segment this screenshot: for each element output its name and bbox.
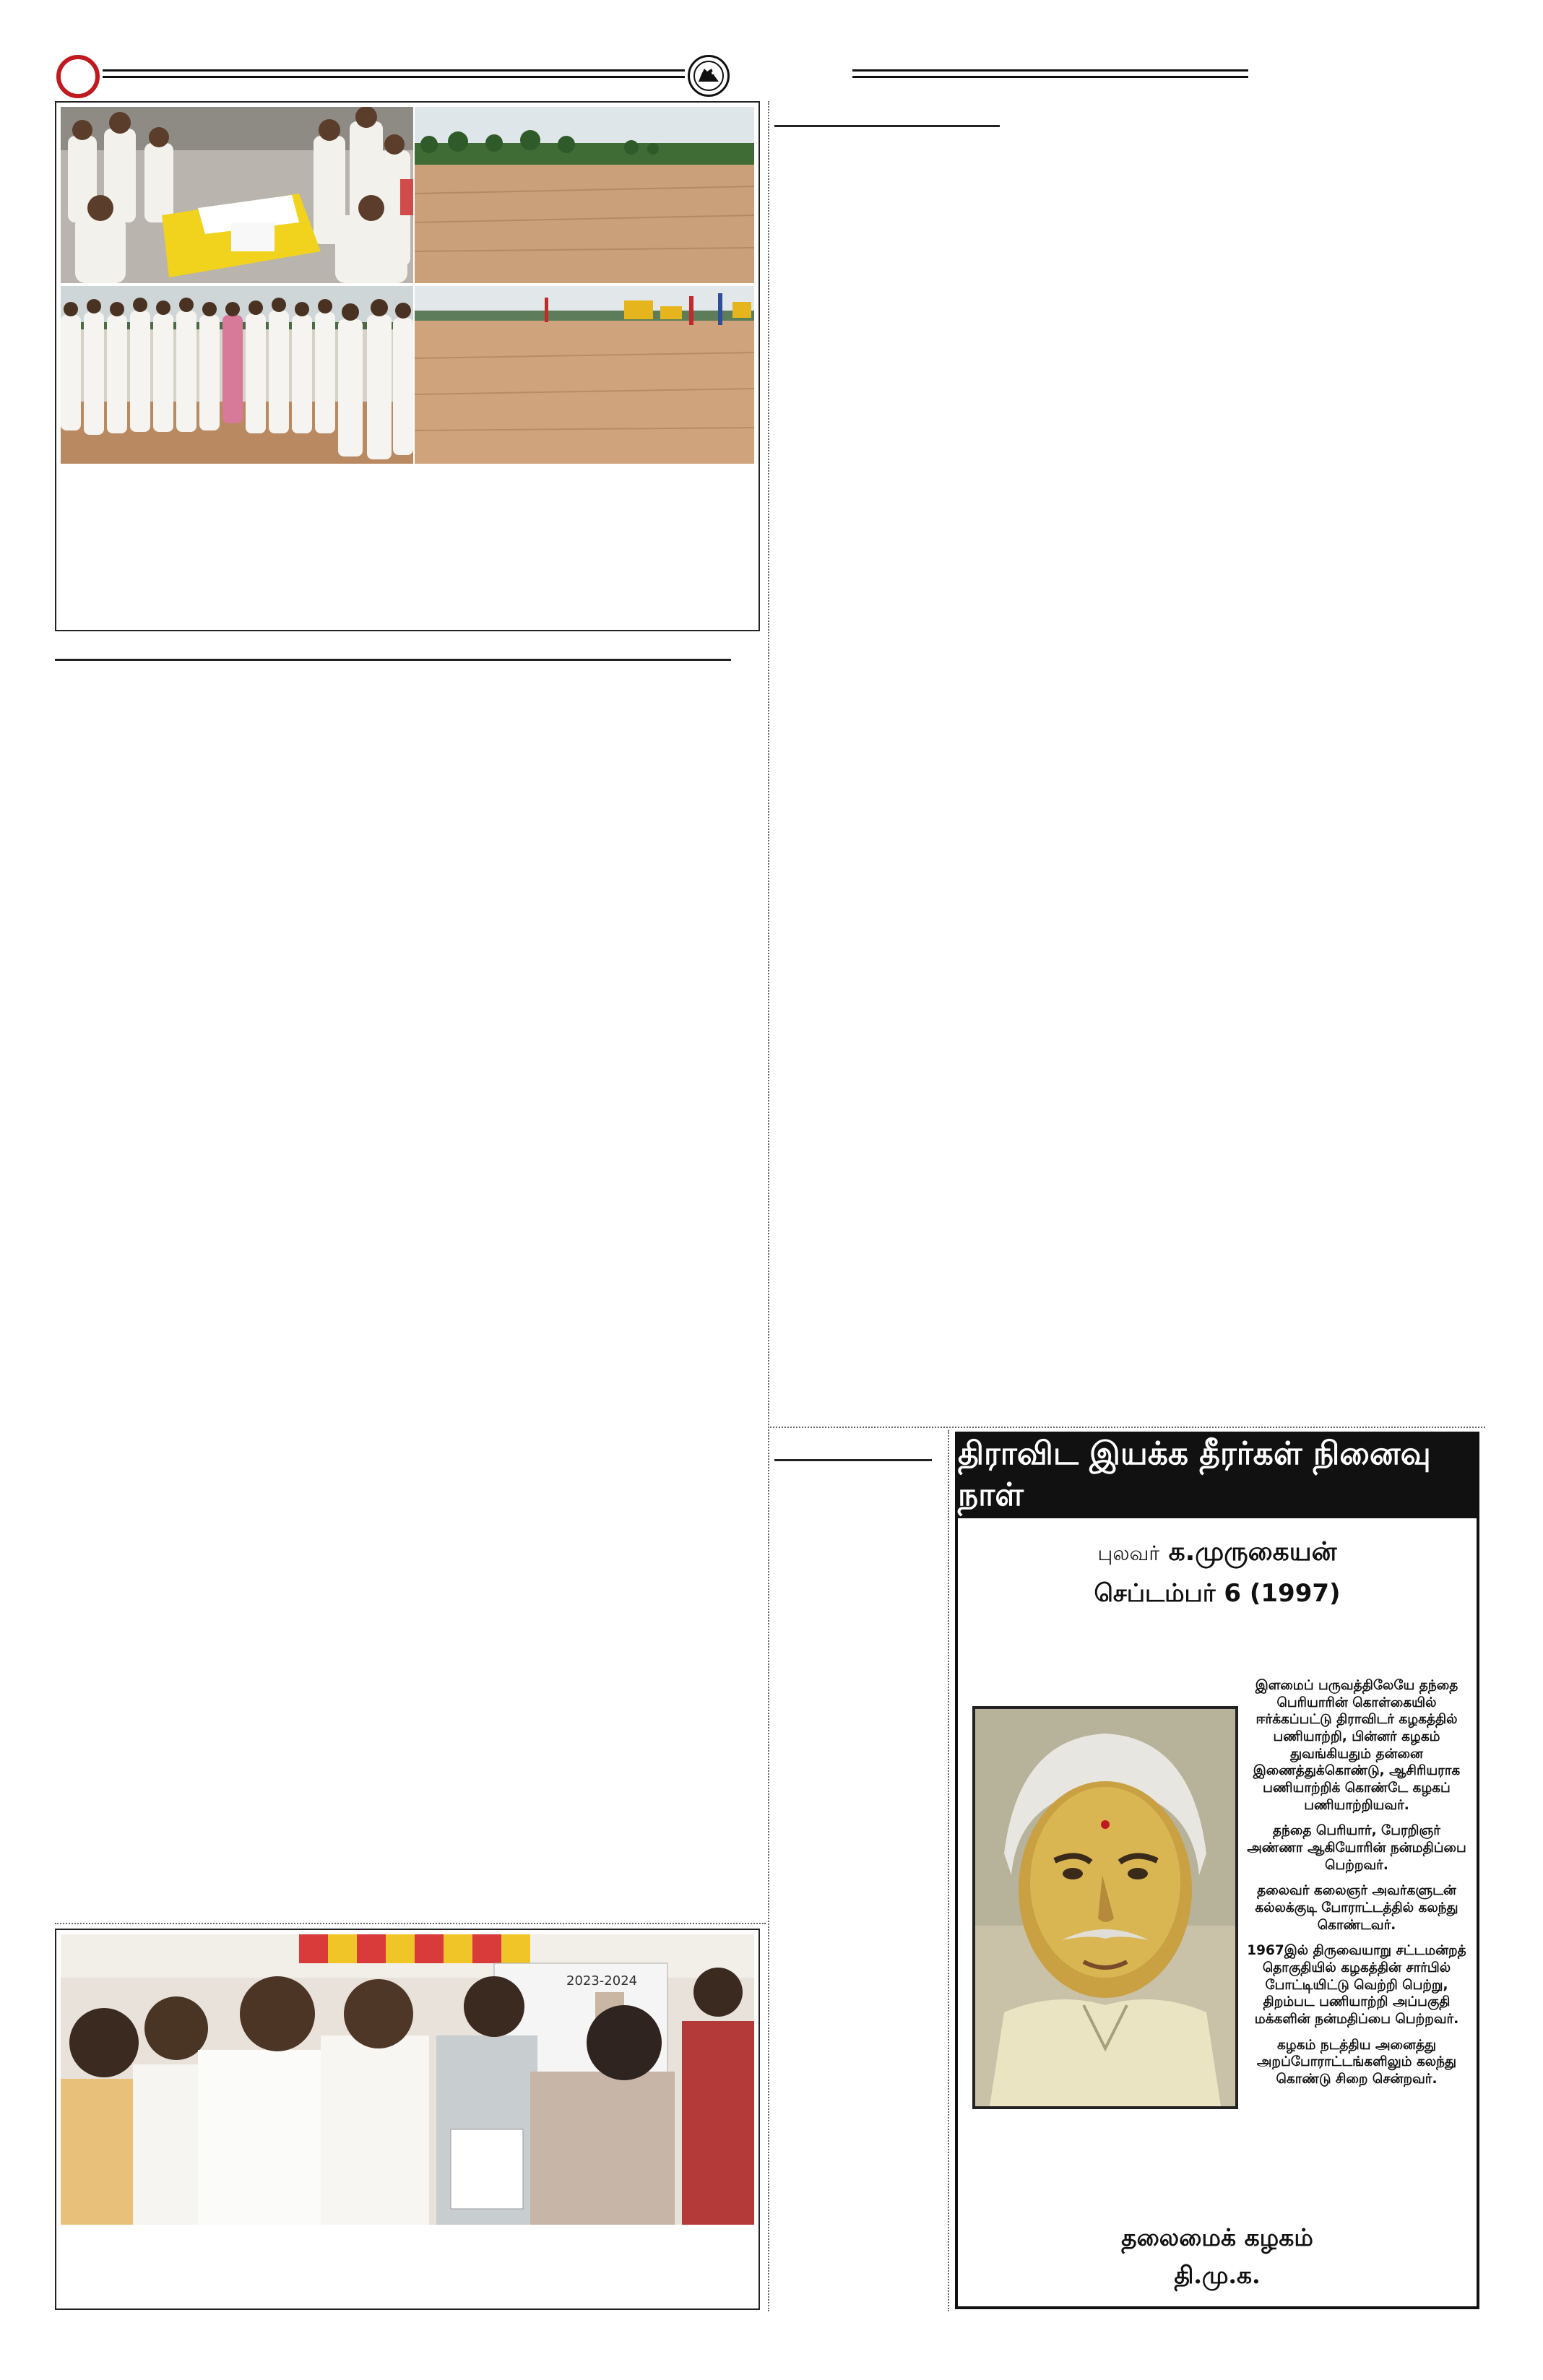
memorial-bio-paragraph: கழகம் நடத்திய அனைத்து அறப்போராட்டங்களிலும் கலந்து கொண்டு சிறை சென்றவர்.	[1256, 2037, 1457, 2087]
column-divider-main	[768, 101, 769, 2311]
rising-sun-emblem-icon	[688, 55, 730, 97]
section-divider-right	[770, 1427, 1485, 1428]
memorial-date: செப்டம்பர் 6 (1997)	[1094, 1579, 1341, 1608]
headline-rule-left	[55, 659, 731, 661]
memorial-name-prefix: புலவர்	[1097, 1541, 1160, 1565]
photo-group-in-field	[61, 286, 413, 464]
photo-field-with-machinery	[415, 286, 754, 464]
memorial-footer-party: தி.மு.க.	[1174, 2261, 1261, 2289]
memorial-bio-paragraph: இளமைப் பருவத்திலேயே தந்தை பெரியாரின் கொள்கையில் ஈர்க்கப்பட்டு திராவிடர் கழகத்தில் பணியாற்றி, பின்னர் கழகம் துவங்கியதும் தன்னை இணைத்துக்கொண்டு, ஆசிரியராக பணியாற்றிக் கொண்டே கழகப் பணியாற்றியவர்.	[1253, 1678, 1461, 1813]
header-rule-right	[852, 69, 1248, 78]
memorial-banner: திராவிட இயக்க தீரர்கள் நினைவு நாள்	[958, 1435, 1477, 1518]
headline-rule-right	[774, 125, 1000, 127]
memorial-name	[958, 1537, 1477, 1570]
memorial-bio-paragraph: தந்தை பெரியார், பேரறிஞர் அண்ணா ஆகியோரின் நன்மதிப்பை பெற்றவர்.	[1247, 1823, 1466, 1873]
memorial-bio	[1244, 1677, 1469, 2097]
header-rule-left	[103, 69, 685, 78]
photo-cleared-field	[415, 107, 754, 283]
memorial-footer-org: தலைமைக் கழகம்	[1121, 2223, 1313, 2251]
headline-rule-narrow	[774, 1459, 932, 1461]
memorial-bio-paragraph: 1967இல் திருவையாறு சட்டமன்றத் தொகுதியில் கழகத்தின் சார்பில் போட்டியிட்டு வெற்றி பெற்று, திறம்பட பணியாற்றி அப்பகுதி மக்களின் நன்மதிப்பை பெற்றவர்.	[1247, 1943, 1466, 2028]
column-divider-right-bottom	[948, 1430, 949, 2311]
memorial-bio-paragraph: தலைவர் கலைஞர் அவர்களுடன் கல்லக்குடி போராட்டத்தில் கலந்து கொண்டவர்.	[1255, 1883, 1458, 1933]
photo-award-handover	[61, 1934, 754, 2225]
photo-officials-signing	[61, 107, 413, 283]
red-ring-icon	[56, 55, 100, 98]
memorial-name-text: க.முருகையன்	[1168, 1537, 1337, 1567]
section-divider-left	[55, 1923, 766, 1924]
memorial-portrait	[972, 1706, 1238, 2109]
banner-years-text: 2023-2024	[566, 1973, 638, 1989]
